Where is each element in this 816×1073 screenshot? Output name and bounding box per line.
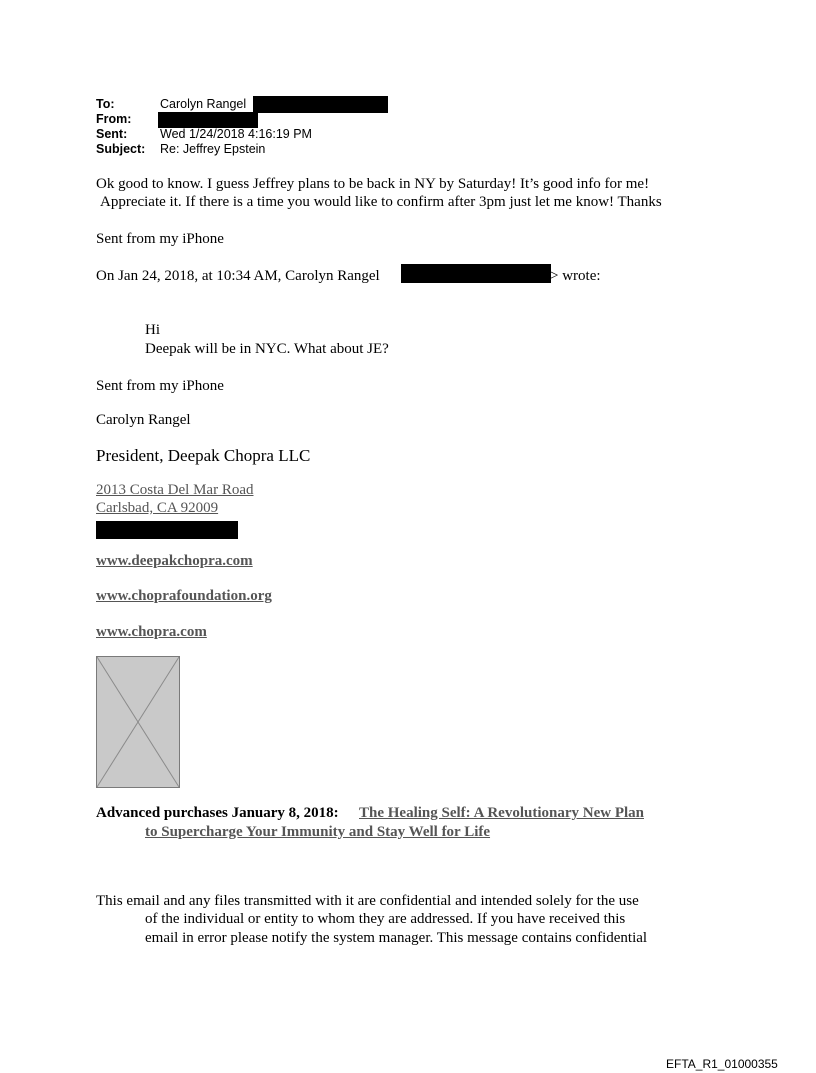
deepakchopra-link[interactable]: www.deepakchopra.com [96,553,253,569]
address-link-line-1[interactable]: 2013 Costa Del Mar Road [96,482,254,498]
signature-name: Carolyn Rangel [96,412,191,428]
choprafoundation-link[interactable]: www.choprafoundation.org [96,588,272,604]
quoted-message-text: Deepak will be in NYC. What about JE? [145,341,389,357]
broken-image-icon [97,657,179,787]
quoted-greeting: Hi [145,322,160,338]
redaction-bar [96,521,238,539]
redaction-bar [401,264,551,283]
reply-sent-from: Sent from my iPhone [96,231,224,247]
sent-value: Wed 1/24/2018 4:16:19 PM [160,127,312,141]
document-id: EFTA_R1_01000355 [666,1057,778,1071]
quoted-intro: On Jan 24, 2018, at 10:34 AM, Carolyn Rangel [96,268,380,284]
from-label: From: [96,112,132,126]
reply-line-2: Appreciate it. If there is a time you would like to confirm after 3pm just let me know! Thanks [100,194,662,210]
quoted-intro-suffix: > wrote: [550,268,601,284]
book-link-line-2[interactable]: to Supercharge Your Immunity and Stay Well for Life [145,824,491,840]
to-label: To: [96,97,115,111]
to-value: Carolyn Rangel [160,97,247,111]
redaction-bar [253,96,388,113]
promo-prefix: Advanced purchases January 8, 2018: [96,805,339,821]
address-link-line-2[interactable]: Carlsbad, CA 92009 [96,500,219,516]
disclaimer-line-2: of the individual or entity to whom they are addressed. If you have received this [145,911,626,927]
redaction-bar [158,112,258,128]
reply-line-1: Ok good to know. I guess Jeffrey plans to be back in NY by Saturday! It’s good info for me! [96,176,650,192]
disclaimer-line-3: email in error please notify the system manager. This message contains confidential [145,930,648,946]
signature-title: President, Deepak Chopra LLC [96,446,311,465]
subject-value: Re: Jeffrey Epstein [160,142,266,156]
disclaimer-line-1: This email and any files transmitted with it are confidential and intended solely for the use [96,893,639,909]
quoted-sent-from: Sent from my iPhone [96,378,224,394]
chopra-link[interactable]: www.chopra.com [96,624,207,640]
broken-image-placeholder [96,656,180,788]
book-link-line-1[interactable]: The Healing Self: A Revolutionary New Plan [359,805,644,821]
sent-label: Sent: [96,127,128,141]
subject-label: Subject: [96,142,146,156]
